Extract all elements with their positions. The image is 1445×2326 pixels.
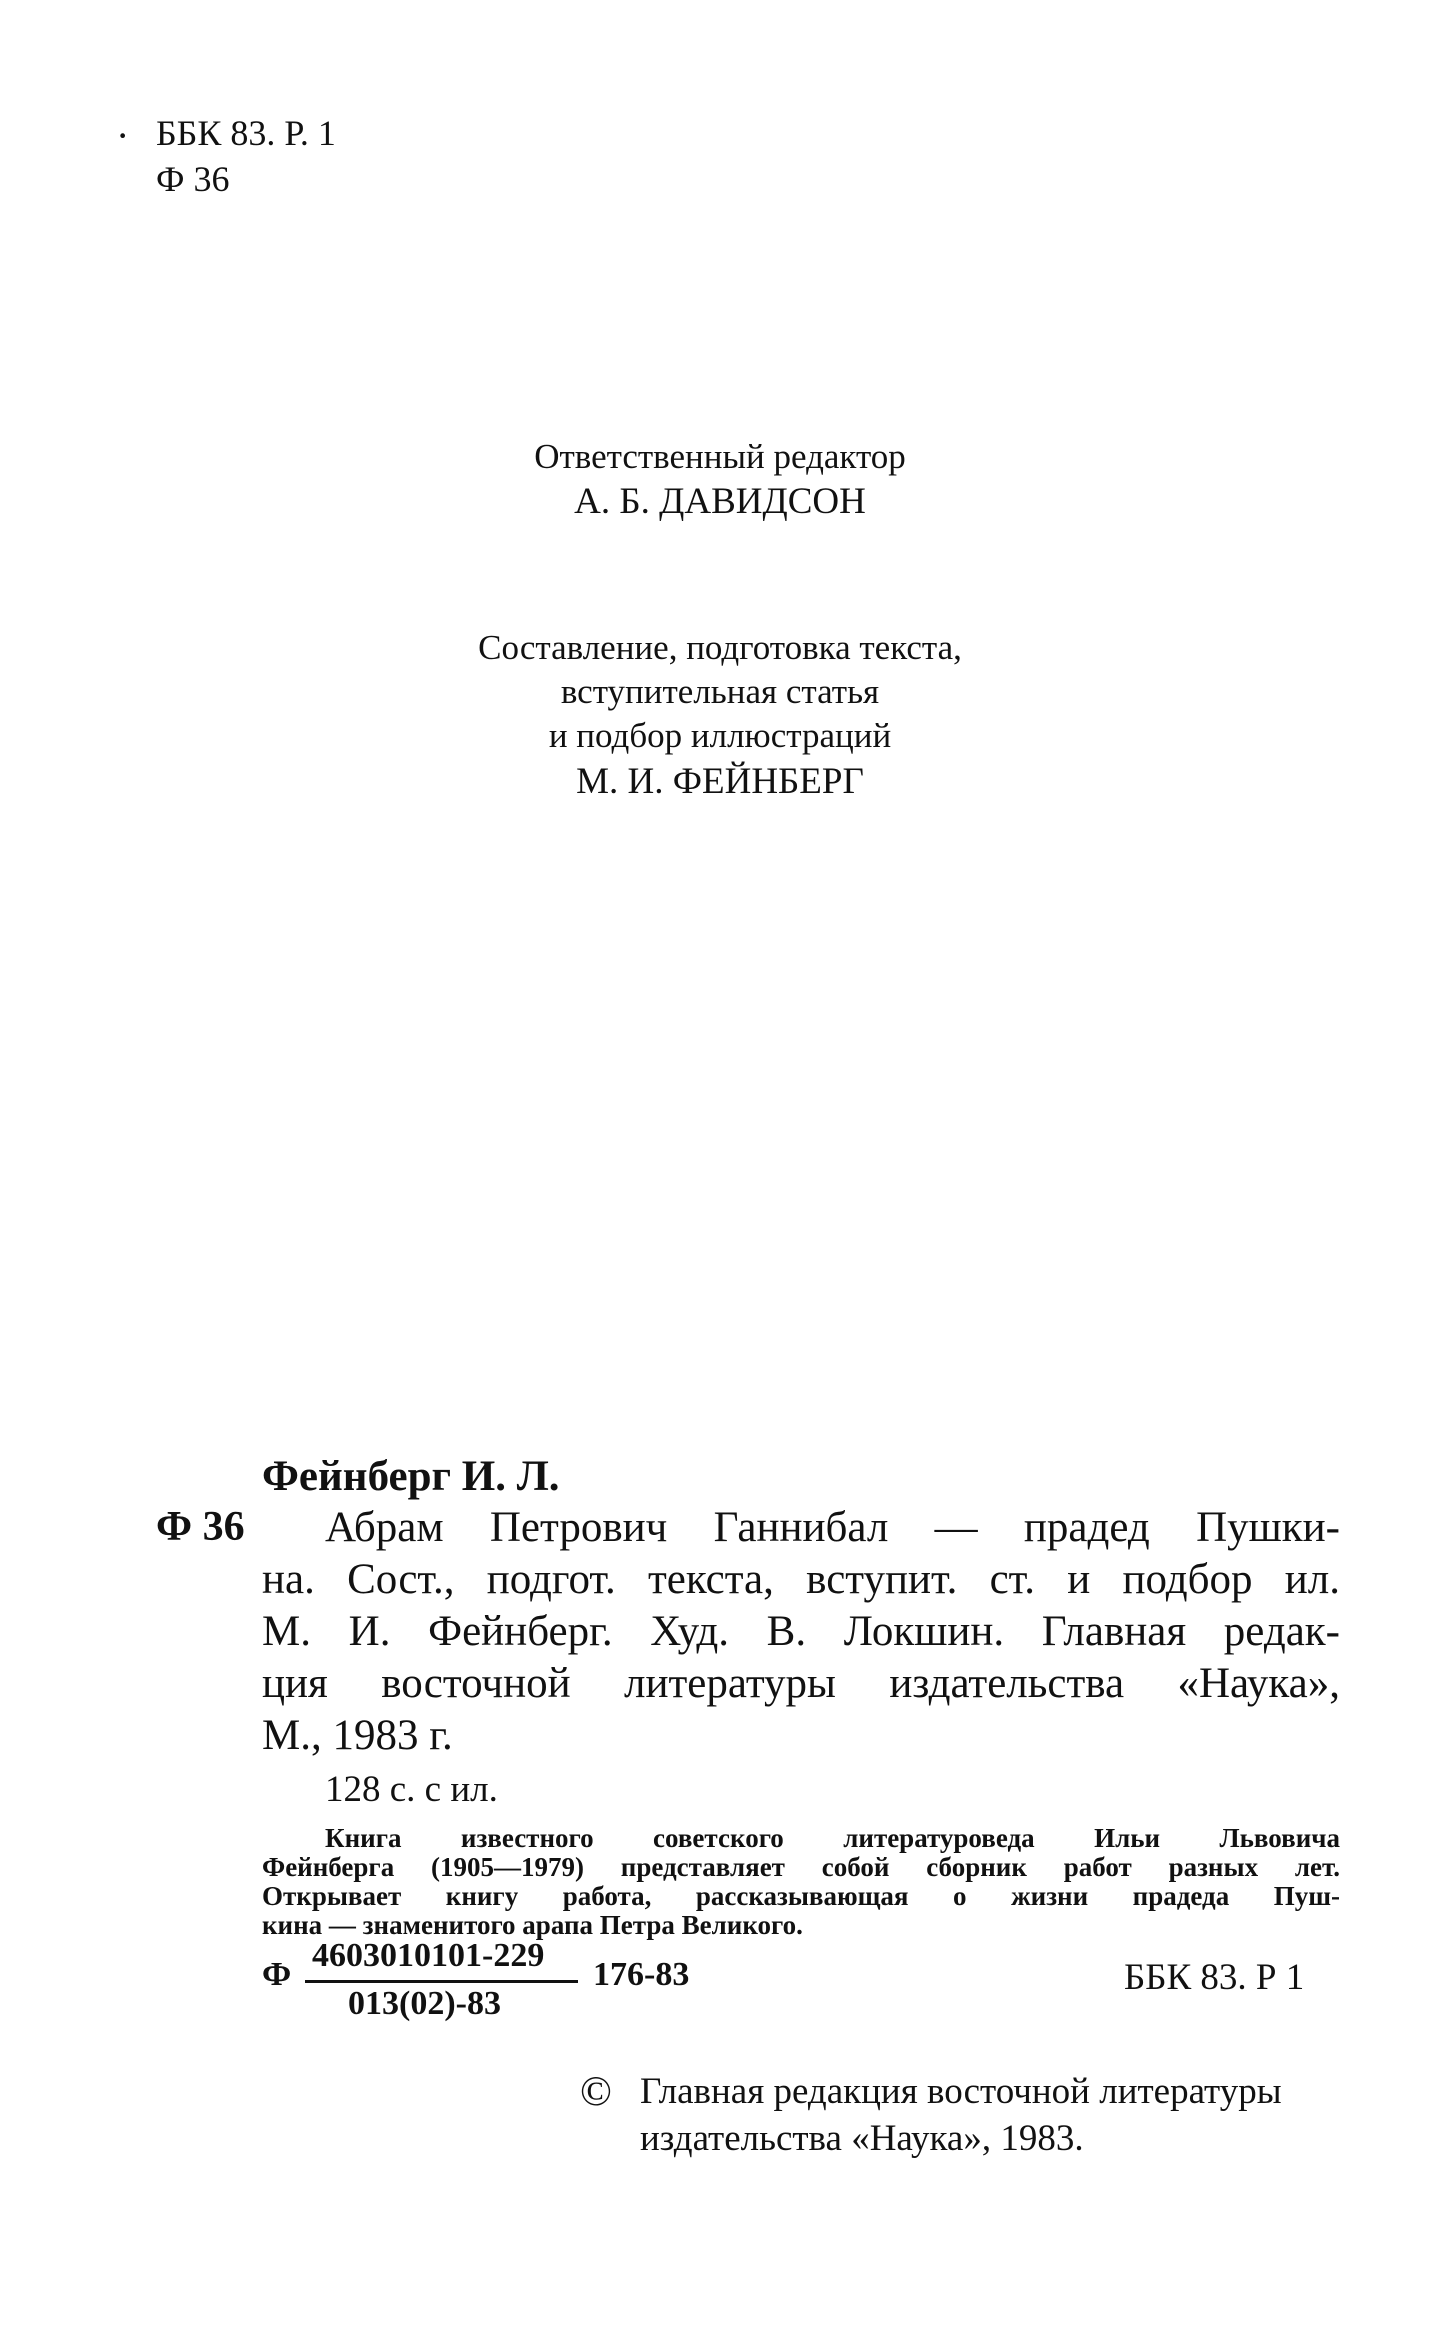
bbk-footer: ББК 83. Р 1 bbox=[1124, 1957, 1305, 1998]
editor-name: А. Б. ДАВИДСОН bbox=[574, 481, 866, 522]
catalog-description-line: М. И. Фейнберг. Худ. В. Локшин. Главная редак- bbox=[262, 1608, 1340, 1655]
compiler-line: и подбор иллюстраций bbox=[548, 716, 892, 755]
index-numerator: 4603010101-229 bbox=[312, 1937, 545, 1974]
header-dot: · bbox=[116, 113, 130, 158]
catalog-code-header: Ф 36 bbox=[156, 159, 230, 199]
index-suffix: 176-83 bbox=[593, 1956, 690, 1993]
catalog-code: Ф 36 bbox=[156, 1504, 245, 1550]
copyright-line1: Главная редакция восточной литературы bbox=[640, 2071, 1282, 2112]
bbk-header: ББК 83. Р. 1 bbox=[156, 113, 336, 153]
catalog-description-line: на. Сост., подгот. текста, вступит. ст. и подбор ил. bbox=[262, 1556, 1340, 1603]
index-denominator: 013(02)-83 bbox=[348, 1985, 501, 2022]
catalog-description-line: Абрам Петрович Ганнибал — прадед Пушки- bbox=[325, 1504, 1340, 1551]
annotation-line: кина — знаменитого арапа Петра Великого. bbox=[262, 1910, 803, 1940]
copyright-line2: издательства «Наука», 1983. bbox=[640, 2118, 1084, 2159]
annotation-line: Фейнберга (1905—1979) представляет собой сборник работ разных лет. bbox=[262, 1852, 1340, 1882]
compiler-name: М. И. ФЕЙНБЕРГ bbox=[576, 761, 864, 802]
annotation-line: Книга известного советского литературоведа Ильи Львовича bbox=[325, 1823, 1340, 1853]
editor-role: Ответственный редактор bbox=[534, 437, 906, 476]
catalog-pages: 128 с. с ил. bbox=[325, 1769, 498, 1810]
catalog-description-line: М., 1983 г. bbox=[262, 1712, 453, 1759]
copyright-symbol: © bbox=[580, 2069, 612, 2115]
catalog-author: Фейнберг И. Л. bbox=[262, 1453, 560, 1500]
fraction-line bbox=[305, 1980, 578, 1983]
catalog-description-line: ция восточной литературы издательства «Наука», bbox=[262, 1660, 1340, 1707]
index-letter: Ф bbox=[262, 1956, 292, 1993]
compiler-line: Составление, подготовка текста, bbox=[478, 628, 962, 667]
compiler-line: вступительная статья bbox=[560, 672, 880, 711]
annotation-line: Открывает книгу работа, рассказывающая о жизни прадеда Пуш- bbox=[262, 1881, 1340, 1911]
